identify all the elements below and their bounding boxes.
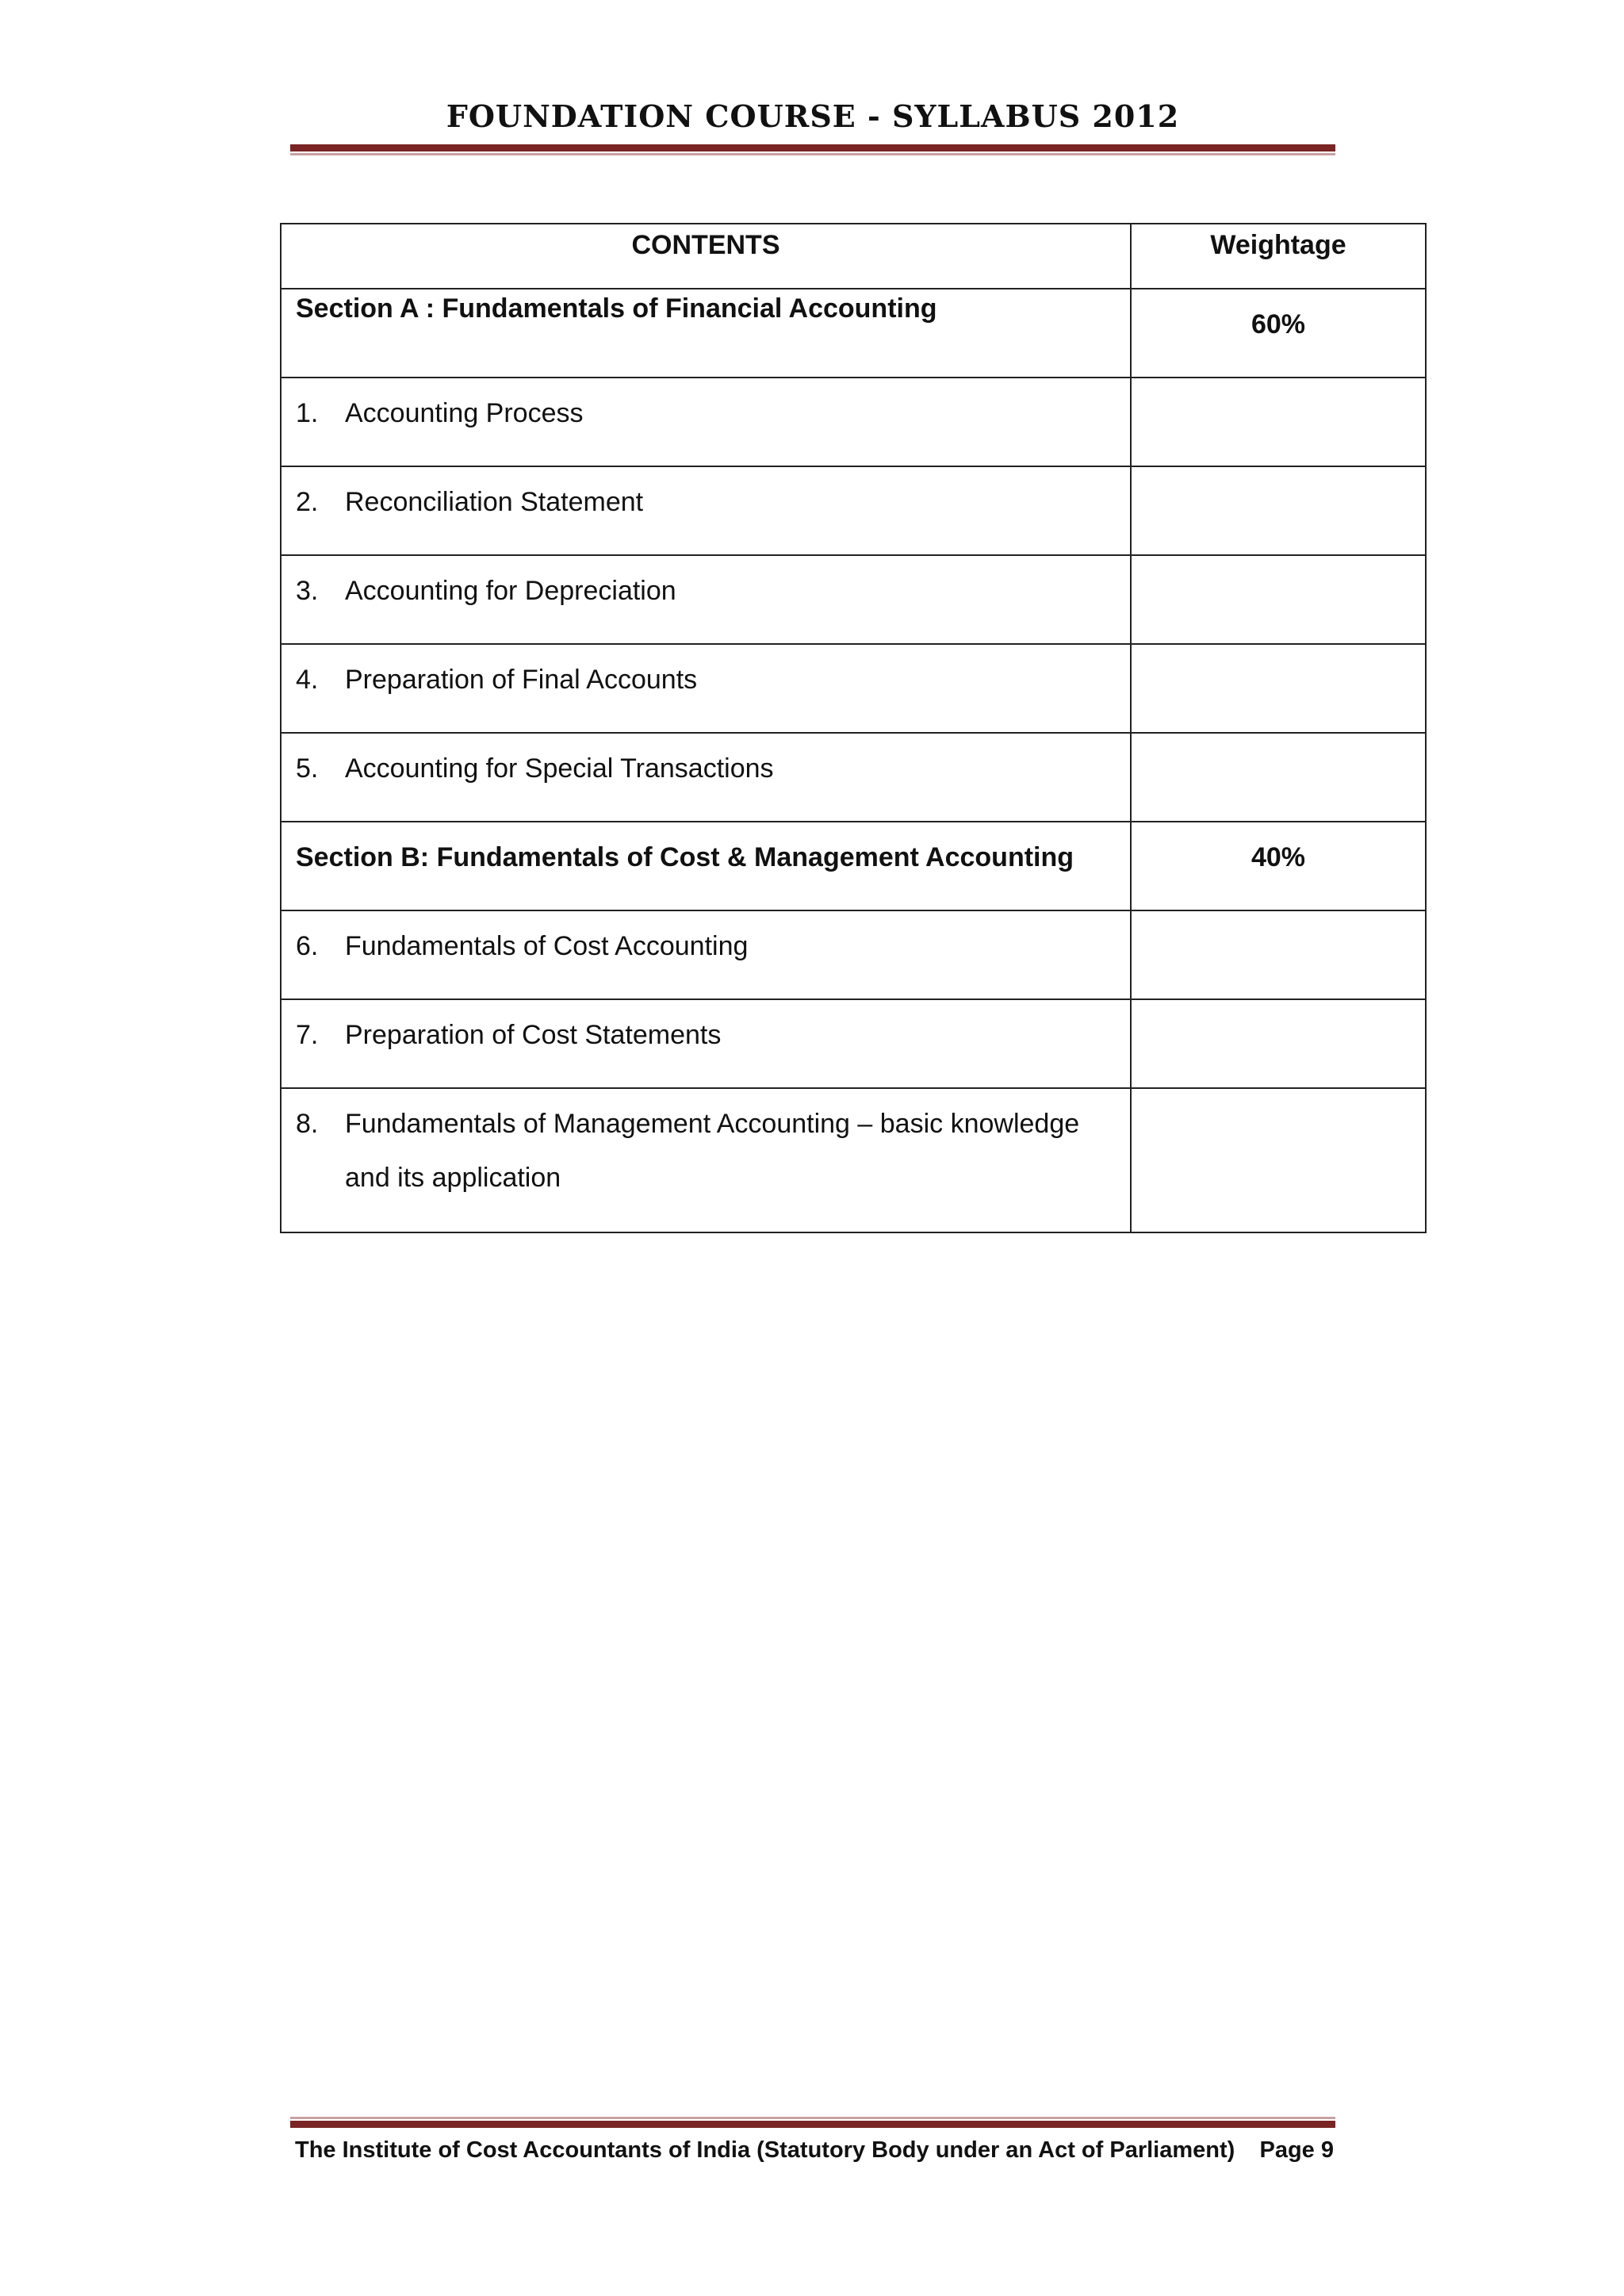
item-text: Reconciliation Statement [345,487,644,517]
weightage-cell [1131,999,1426,1088]
section-weightage: 60% [1131,289,1426,378]
weightage-cell [1131,644,1426,733]
list-item [281,644,1131,733]
item-number: 2. [296,487,319,517]
item-number: 8. [296,1109,319,1139]
item-number: 7. [296,1020,319,1050]
table-row [281,555,1426,644]
weightage-cell [1131,466,1426,555]
list-item [281,555,1131,644]
section-title: Section A : Fundamentals of Financial Accounting [281,289,1131,378]
item-text: Accounting Process [345,398,584,428]
page-title: FOUNDATION COURSE - SYLLABUS 2012 [446,98,1180,134]
table-header-row [281,224,1426,289]
item-text: Fundamentals of Management Accounting – basic knowledge and its application [345,1109,1080,1193]
list-item [281,910,1131,999]
weightage-cell [1131,733,1426,822]
weightage-cell [1131,910,1426,999]
list-item [281,1088,1131,1232]
page-number: Page 9 [1259,2137,1334,2163]
list-item [281,999,1131,1088]
footer-institute: The Institute of Cost Accountants of India (Statutory Body under an Act of Parliament) [295,2137,1235,2163]
table-row [281,999,1426,1088]
list-item [281,466,1131,555]
item-number: 6. [296,931,319,961]
item-number: 4. [296,665,319,695]
list-item [281,378,1131,466]
table-row [281,733,1426,822]
item-number: 1. [296,398,319,428]
table-row [281,644,1426,733]
list-item [281,733,1131,822]
item-number: 5. [296,753,319,784]
section-row-b [281,822,1426,910]
page-header [290,98,1335,134]
weightage-column-header: Weightage [1131,224,1426,289]
table-row [281,466,1426,555]
section-row-a [281,289,1426,378]
header-rule [290,144,1335,155]
footer-rule [290,2117,1335,2128]
section-weightage: 40% [1131,822,1426,910]
item-number: 3. [296,576,319,606]
table-row [281,910,1426,999]
item-text: Fundamentals of Cost Accounting [345,931,749,961]
weightage-cell [1131,378,1426,466]
item-text: Preparation of Final Accounts [345,665,698,695]
weightage-cell [1131,1088,1426,1232]
contents-table [280,223,1427,1233]
table-row [281,1088,1426,1232]
weightage-cell [1131,555,1426,644]
item-text: Accounting for Depreciation [345,576,676,606]
item-text: Preparation of Cost Statements [345,1020,722,1050]
table-row [281,378,1426,466]
section-title: Section B: Fundamentals of Cost & Management Accounting [281,822,1131,910]
item-text: Accounting for Special Transactions [345,753,774,784]
contents-column-header: CONTENTS [281,224,1131,289]
